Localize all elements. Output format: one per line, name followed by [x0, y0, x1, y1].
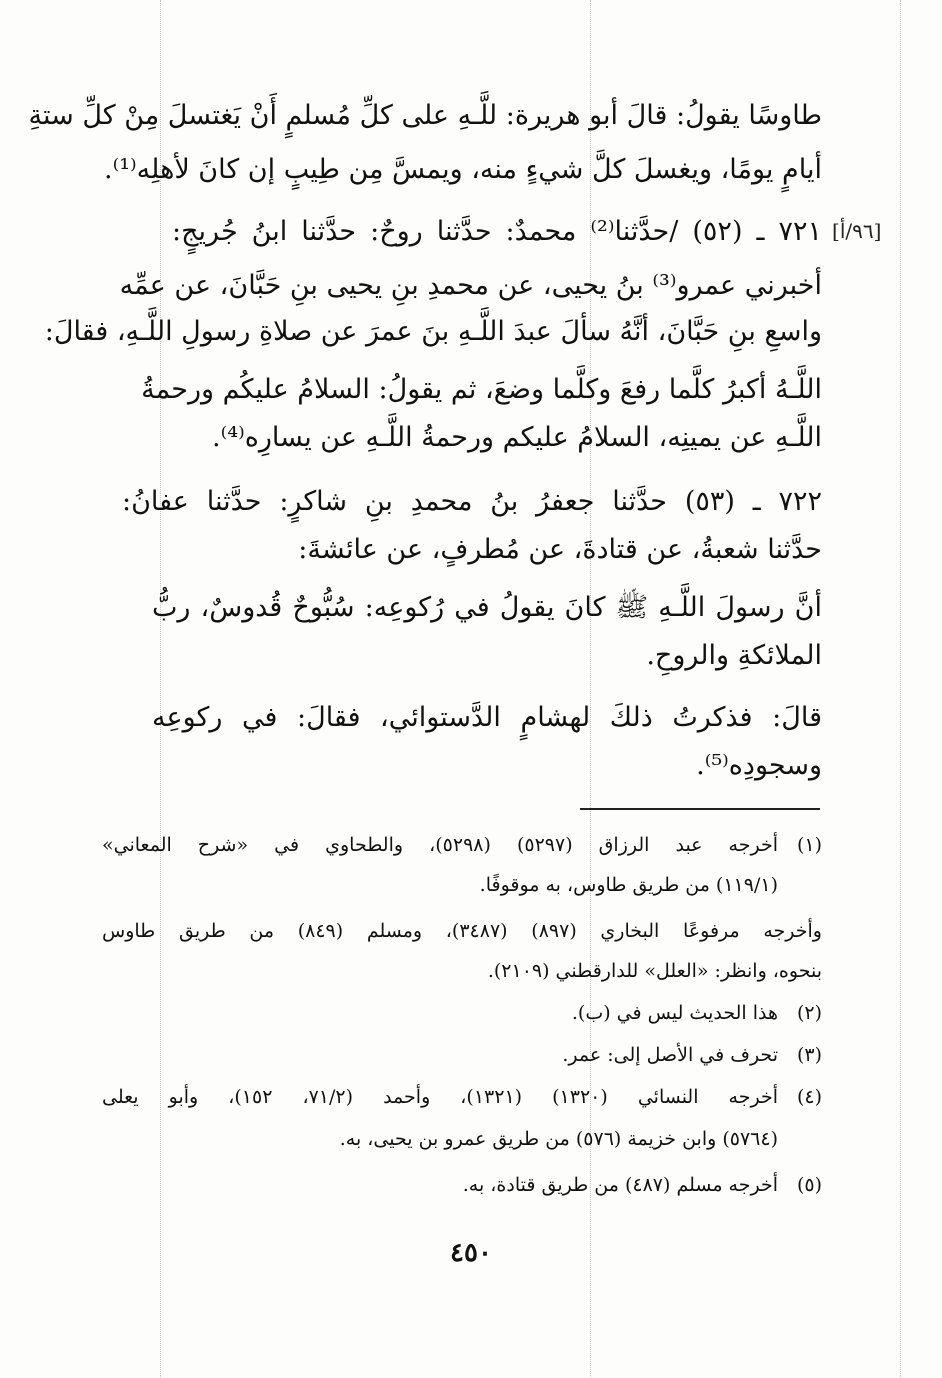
footnote-text: هذا الحديث ليس في (ب).: [571, 1002, 778, 1024]
body-line: أيامٍ يومًا، ويغسلَ كلَّ شيءٍ منه، ويمسَّ مِن طِيبٍ إن كانَ لأهلِه⁽¹⁾.: [104, 154, 822, 185]
footnote-5: [102, 1170, 822, 1200]
hadith-722-heading: ٧٢٢ ـ (٥٣) حدَّثنا جعفرُ بنُ محمدِ بنِ شاكرٍ: حدَّثنا عفانُ:: [122, 486, 822, 517]
footnote-1-cont: وأخرجه مرفوعًا البخاري (٨٩٧) (٣٤٨٧)، ومسلم (٨٤٩) من طريق طاوس: [102, 920, 822, 942]
footnote-1-cont: بنحوه، وانظر: «العلل» للدارقطني (٢١٠٩).: [487, 960, 822, 982]
body-line: اللَّـهُ أكبرُ كلَّما رفعَ وكلَّما وضعَ، ثم يقولُ: السلامُ عليكُم ورحمةُ: [141, 374, 822, 405]
body-line: أنَّ رسولَ اللَّـهِ ﷺ كانَ يقولُ في رُكوعِه: سُبُّوحٌ قُدوسٌ، ربُّ: [152, 592, 822, 623]
body-line: طاوسًا يقولُ: قالَ أبو هريرة: للَّـهِ على كلِّ مُسلمٍ أَنْ يَغتسلَ مِنْ كلِّ ستةِ: [28, 100, 822, 131]
body-line: الملائكةِ والروحِ.: [646, 640, 822, 671]
margin-folio-note: [٩٦/أ]: [832, 219, 882, 243]
body-line: أخبرني عمرو⁽³⁾ بنُ يحيى، عن محمدِ بنِ يحيى بنِ حَبَّانَ، عن عمِّه: [119, 270, 822, 301]
footnote-2: [102, 998, 822, 1028]
body-line: وسجودِه⁽⁵⁾.: [696, 750, 822, 781]
footnote-separator: [580, 808, 820, 810]
page-number: ٤٥٠: [450, 1238, 492, 1268]
footnote-number: (١): [796, 834, 822, 856]
body-line: اللَّـهِ عن يمينِه، السلامُ عليكم ورحمةُ اللَّـهِ عن يسارِه⁽⁴⁾.: [212, 422, 822, 453]
hadith-721-heading: ٧٢١ ـ (٥٢) /حدَّثنا⁽²⁾ محمدٌ: حدَّثنا روحٌ: حدَّثنا ابنُ جُريجٍ:: [172, 216, 822, 247]
footnote-text: تحرف في الأصل إلى: عمر.: [562, 1044, 778, 1066]
footnote-number: (٤): [796, 1086, 822, 1108]
footnote-4: [102, 1082, 822, 1112]
footnote-4-cont: (٥٧٦٤) وابن خزيمة (٥٧٦) من طريق عمرو بن يحيى، به.: [339, 1128, 778, 1150]
footnote-text: أخرجه عبد الرزاق (٥٢٩٧) (٥٢٩٨)، والطحاوي في «شرح المعاني»: [102, 834, 778, 856]
footnote-text: أخرجه مسلم (٤٨٧) من طريق قتادة، به.: [462, 1174, 778, 1196]
body-line: حدَّثنا شعبةُ، عن قتادةَ، عن مُطرفٍ، عن عائشةَ:: [298, 534, 822, 565]
footnote-number: (٣): [796, 1044, 822, 1066]
footnote-1: [102, 830, 822, 860]
body-line: واسعِ بنِ حَبَّانَ، أنَّهُ سألَ عبدَ اللَّـهِ بنَ عمرَ عن صلاةِ رسولِ اللَّـهِ، فقالَ:: [44, 316, 822, 347]
body-line: قالَ: فذكرتُ ذلكَ لهشامٍ الدَّستوائي، فقالَ: في ركوعِه: [152, 702, 822, 733]
footnote-number: (٢): [796, 1002, 822, 1024]
footnote-1-cont: (١١٩/١) من طريق طاوس، به موقوفًا.: [479, 874, 778, 896]
scan-guide-line: [900, 0, 901, 1378]
footnote-text: أخرجه النسائي (١٣٢٠) (١٣٢١)، وأحمد (٧١/٢، ١٥٢)، وأبو يعلى: [102, 1086, 778, 1108]
footnote-number: (٥): [796, 1174, 822, 1196]
footnote-3: [102, 1040, 822, 1070]
